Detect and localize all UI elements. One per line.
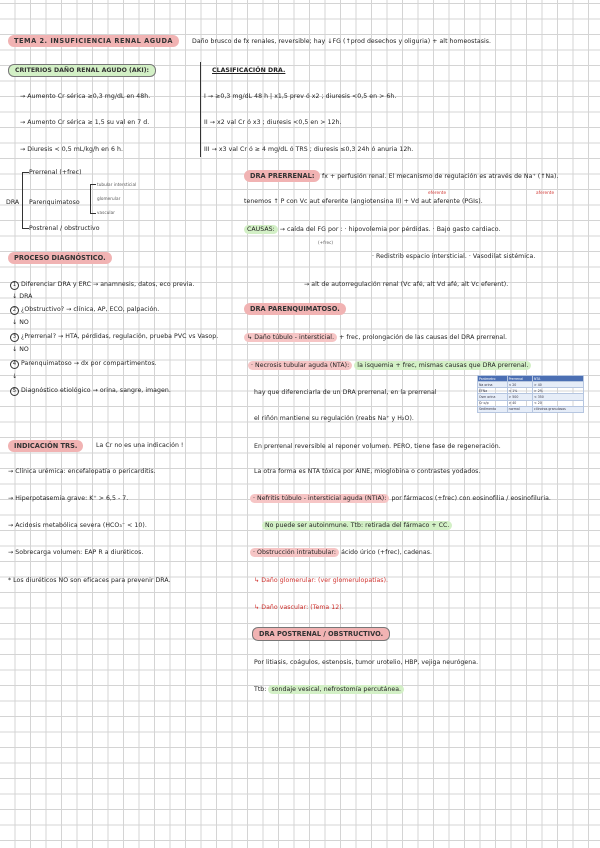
clasif-item: III → x3 val Cr ó ≥ 4 mg/dL ó TRS ; diuresis ≤0,3 24h ó anuria 12h.	[204, 146, 414, 153]
indicacion-item: → Hiperpotasemia grave: K⁺ > 6,5 - 7.	[8, 495, 129, 502]
parenquimatoso-heading: DRA PARENQUIMATOSO.	[244, 303, 346, 315]
paren-line: ↳ Daño vascular: (Tema 12).	[254, 604, 344, 611]
clasif-heading: CLASIFICACIÓN DRA.	[212, 67, 286, 74]
dra-branch: Parenquimatoso	[29, 199, 80, 206]
clasif-item: II → x2 val Cr ó x3 ; diuresis <0,5 en > 12h.	[204, 119, 342, 126]
postrenal-line: Por litiasis, coágulos, estenosis, tumor urotelio, HBP, vejiga neurógena.	[254, 659, 479, 666]
proceso-step: 2 ¿Obstructivo? → clínica, AP, ECO, palpación.	[10, 305, 159, 315]
dra-sub: vascular	[97, 210, 116, 215]
causas-label: CAUSAS:	[244, 225, 278, 234]
criterio-item: → Aumento Cr sérica ≥0,3 mg/dL en 48h.	[20, 93, 151, 100]
table-row: Osm orina > 500 < 350	[478, 394, 584, 400]
causa-sub: (+frec)	[318, 240, 334, 245]
paren-line: ↳ Daño túbulo - intersticial. + frec, prolongación de las causas del DRA prerrenal.	[244, 333, 507, 342]
paren-line: No puede ser autoinmune. Ttb: retirada del fármaco + CC.	[262, 521, 452, 530]
table-row: Cr o/p > 40 < 20	[478, 400, 584, 406]
proceso-arrow: ↓ DRA	[12, 293, 33, 300]
clasif-divider	[200, 62, 201, 157]
indicacion-heading: INDICACIÓN TRS.	[8, 440, 83, 452]
criterio-item: → Aumento Cr sérica ≥ 1,5 su val en 7 d.	[20, 119, 150, 126]
page-description: Daño brusco de fx renales, reversible; hay ↓FG (↑prod desechos y oliguria) + alt homeostasis.	[192, 38, 492, 45]
prerrenal-annotation: eferente	[428, 190, 447, 195]
proceso-step: 5 Diagnóstico etiológico → orina, sangre, imagen.	[10, 386, 171, 396]
postrenal-line: Ttb: sondaje vesical, nefrostomía percutánea.	[254, 685, 404, 694]
causa-item: → alt de autorregulación renal (Vc afé, alt Vd afé, alt Vc eferent).	[304, 281, 509, 288]
paren-line: · Obstrucción intratubular: ácido úrico (+frec), cadenas.	[250, 548, 432, 557]
indicacion-subtitle: La Cr no es una indicación !	[96, 442, 184, 449]
proceso-step: 1 Diferenciar DRA y ERC → anamnesis, datos, eco previa.	[10, 280, 194, 290]
clasif-item: I → ≥0,3 mg/dL 48 h | x1,5 prev ó x2 ; diuresis <0,5 en > 6h.	[204, 93, 397, 100]
paren-line: · Nefritis túbulo - intersticial aguda (NTIA): por fármacos (+frec) con eosinofilia / eosinofiluria.	[250, 494, 551, 503]
dra-root: DRA	[6, 199, 20, 206]
prerrenal-desc: fx + perfusión renal. El mecanismo de regulación es através de Na⁺ (↑Na).	[322, 173, 559, 180]
page-title: TEMA 2. INSUFICIENCIA RENAL AGUDA	[8, 35, 179, 47]
criterio-item: → Diuresis < 0,5 mL/kg/h en 6 h.	[20, 146, 123, 153]
paren-line: · Necrosis tubular aguda (NTA): la isquemia + frec, mismas causas que DRA prerrenal.	[248, 361, 531, 370]
postrenal-heading: DRA POSTRENAL / OBSTRUCTIVO.	[252, 627, 390, 641]
proceso-arrow: ↓ NO	[12, 346, 29, 353]
indicacion-note: * Los diuréticos NO son eficaces para prevenir DRA.	[8, 577, 171, 584]
indicacion-item: → Sobrecarga volumen: EAP R a diuréticos.	[8, 549, 144, 556]
table-row: Parámetro Prerrenal NTA	[478, 376, 584, 382]
comparison-table	[477, 375, 584, 413]
dra-branch: Postrenal / obstructivo	[29, 225, 100, 232]
causa-item: · Redistrib espacio intersticial. · Vasodilat sistémica.	[372, 253, 536, 260]
prerrenal-annotation: aferente	[536, 190, 555, 195]
table-row: Sedimento normal cilindros granulosos	[478, 406, 584, 412]
table-row: Na orina < 20 > 40	[478, 382, 584, 388]
proceso-step: 4 Parenquimatoso → dx por compartimentos.	[10, 359, 157, 369]
indicacion-item: → Clínica urémica: encefalopatía o pericarditis.	[8, 468, 156, 475]
proceso-arrow: ↓ NO	[12, 319, 29, 326]
paren-line: ↳ Daño glomerular: (ver glomerulopatías).	[254, 577, 389, 584]
proceso-arrow: ↓	[12, 373, 18, 380]
prerrenal-desc: tenemos ↑ P con Vc aut eferente (angiotensina II) + Vd aut aferente (PGIs).	[244, 198, 483, 205]
paren-line: En prerrenal reversible al reponer volumen. PERO, tiene fase de regeneración.	[254, 443, 501, 450]
table-row: EFNa < 1% > 2%	[478, 388, 584, 394]
causas-line: CAUSAS: → caída del FG por : · hipovolemia por pérdidas. · Bajo gasto cardiaco.	[244, 225, 500, 234]
paren-line: La otra forma es NTA tóxica por AINE, mioglobina o contrastes yodados.	[254, 468, 481, 475]
paren-line: hay que diferenciarla de un DRA prerrenal, en la prerrenal	[254, 389, 437, 396]
tree-bracket	[22, 172, 29, 229]
criterios-heading: CRITERIOS DAÑO RENAL AGUDO (AKI):	[8, 64, 156, 77]
tree-bracket	[90, 184, 96, 214]
dra-sub: glomerular	[97, 196, 121, 201]
proceso-step: 3 ¿Prerrenal? → HTA, pérdidas, regulación, prueba PVC vs Vasop.	[10, 332, 218, 342]
indicacion-item: → Acidosis metabólica severa (HCO₃⁻ < 10).	[8, 522, 147, 529]
proceso-heading: PROCESO DIAGNÓSTICO.	[8, 252, 112, 264]
dra-branch: Prerrenal (+frec)	[29, 169, 82, 176]
prerrenal-heading: DRA PRERRENAL:	[244, 170, 320, 182]
paren-line: el riñón mantiene su regulación (reabs Na⁺ y H₂O).	[254, 415, 414, 422]
dra-sub: tubular intersticial	[97, 182, 137, 187]
